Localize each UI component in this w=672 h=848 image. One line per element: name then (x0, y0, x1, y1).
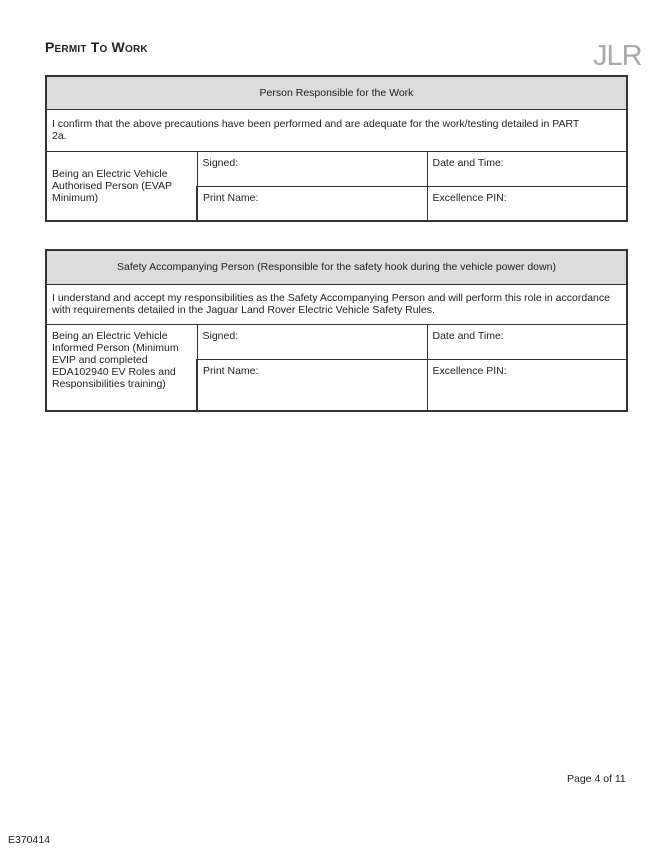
excellence-pin-field[interactable]: Excellence PIN: (427, 359, 627, 411)
print-name-field[interactable]: Print Name: (197, 359, 427, 411)
responsibility-statement: I understand and accept my responsibilities as the Safety Accompanying Person and will perform this role in accordance with requirements detailed in the Jaguar Land Rover Electric Vehicle Safety Rules. (46, 284, 627, 324)
print-name-field[interactable]: Print Name: (197, 186, 427, 221)
section-heading: Safety Accompanying Person (Responsible for the safety hook during the vehicle power down) (46, 250, 627, 284)
signed-field[interactable]: Signed: (197, 151, 427, 186)
role-description: Being an Electric Vehicle Authorised Person (EVAP Minimum) (46, 151, 197, 221)
role-description: Being an Electric Vehicle Informed Person (Minimum EVIP and completed EDA102940 EV Roles and Responsibilities training) (46, 324, 197, 411)
page-title: Permit To Work (45, 39, 148, 55)
safety-accompanying-table (45, 249, 628, 412)
document-code: E370414 (8, 834, 51, 846)
date-time-field[interactable]: Date and Time: (427, 324, 627, 359)
date-time-field[interactable]: Date and Time: (427, 151, 627, 186)
confirmation-statement: I confirm that the above precautions have been performed and are adequate for the work/testing detailed in PART 2a. (46, 109, 627, 151)
excellence-pin-field[interactable]: Excellence PIN: (427, 186, 627, 221)
page-number: Page 4 of 11 (567, 773, 626, 785)
signed-field[interactable]: Signed: (197, 324, 427, 359)
person-responsible-table (45, 75, 628, 222)
section-heading: Person Responsible for the Work (46, 76, 627, 109)
jlr-logo: JLR (593, 40, 642, 72)
